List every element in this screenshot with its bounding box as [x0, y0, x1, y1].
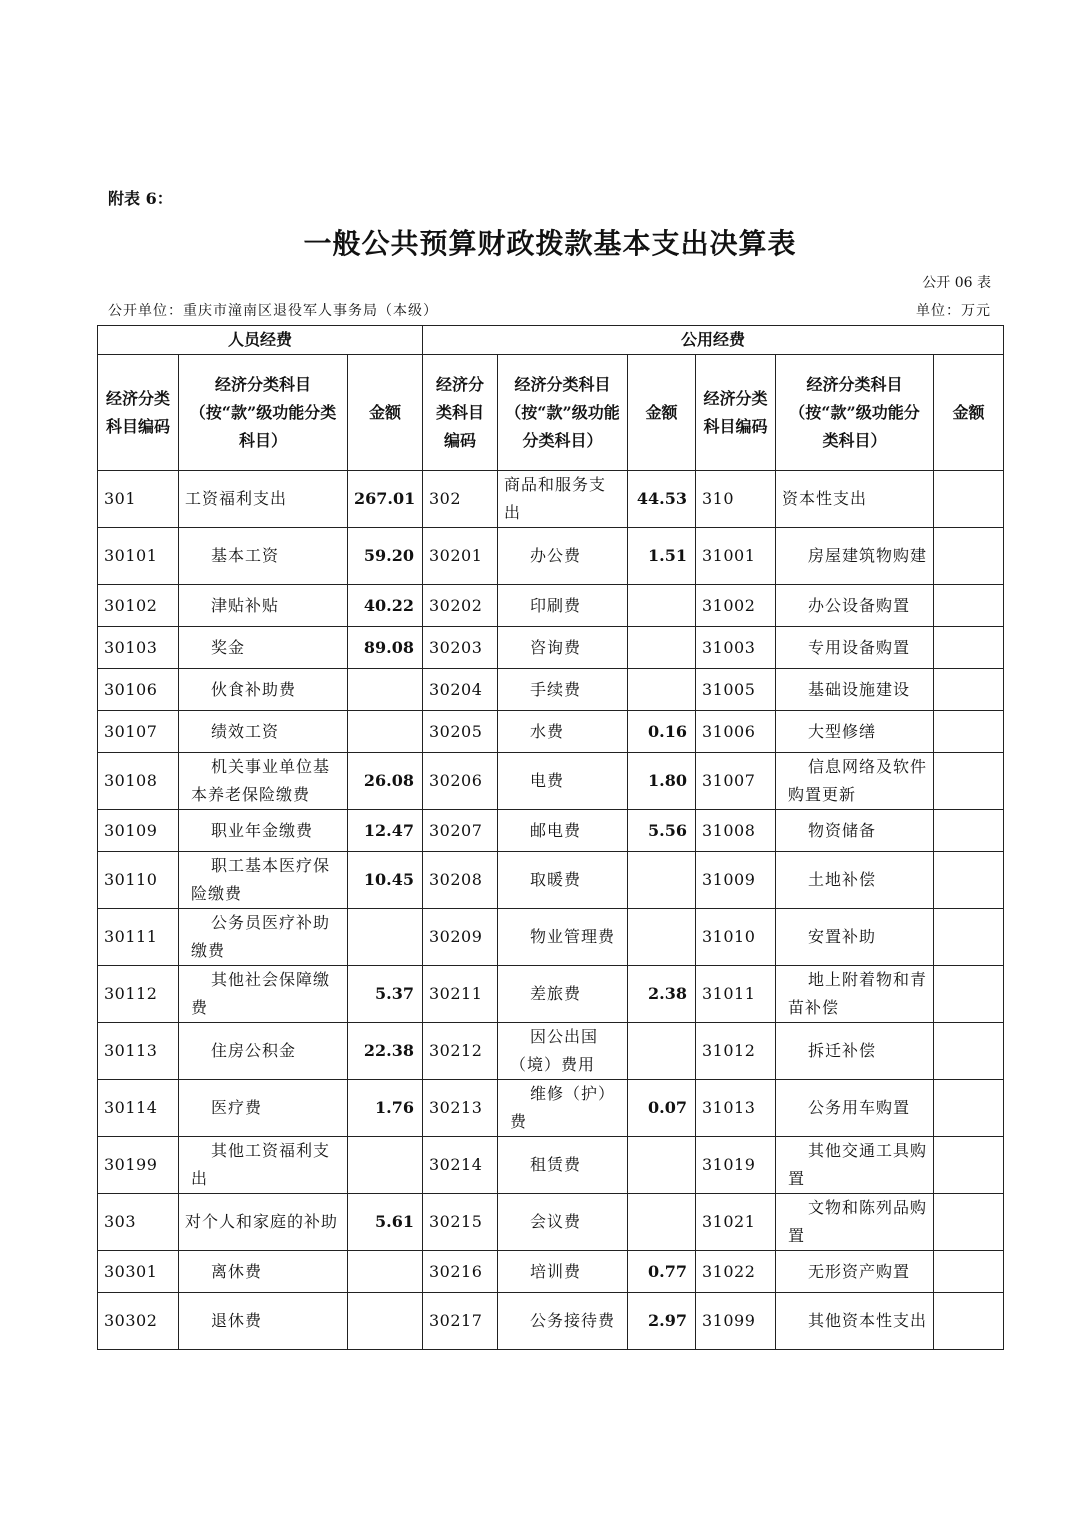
name-cell: 资本性支出 [776, 471, 934, 528]
name-cell: 咨询费 [498, 627, 628, 669]
code-cell: 30110 [98, 852, 179, 909]
name-cell: 土地补偿 [776, 852, 934, 909]
amount-cell: 40.22 [348, 585, 423, 627]
amount-cell [348, 1293, 423, 1350]
amount-cell: 0.77 [628, 1251, 696, 1293]
name-cell: 租赁费 [498, 1137, 628, 1194]
amount-cell [934, 753, 1004, 810]
name-cell: 津贴补贴 [179, 585, 348, 627]
amount-cell [934, 810, 1004, 852]
code-cell: 31003 [696, 627, 776, 669]
code-cell: 31012 [696, 1023, 776, 1080]
name-cell: 物业管理费 [498, 909, 628, 966]
header-amount: 金额 [934, 355, 1004, 471]
code-cell: 30108 [98, 753, 179, 810]
amount-cell [628, 1194, 696, 1251]
name-cell: 其他交通工具购置 [776, 1137, 934, 1194]
code-cell: 30214 [423, 1137, 498, 1194]
code-cell: 30208 [423, 852, 498, 909]
name-cell: 拆迁补偿 [776, 1023, 934, 1080]
code-cell: 30111 [98, 909, 179, 966]
amount-cell: 5.37 [348, 966, 423, 1023]
amount-cell [934, 711, 1004, 753]
code-cell: 30302 [98, 1293, 179, 1350]
name-cell: 其他资本性支出 [776, 1293, 934, 1350]
header-code: 经济分类科目编码 [696, 355, 776, 471]
amount-cell: 1.51 [628, 528, 696, 585]
amount-cell [934, 1023, 1004, 1080]
code-cell: 31006 [696, 711, 776, 753]
name-cell: 职工基本医疗保险缴费 [179, 852, 348, 909]
header-amount: 金额 [628, 355, 696, 471]
code-cell: 30203 [423, 627, 498, 669]
code-cell: 30202 [423, 585, 498, 627]
name-cell: 差旅费 [498, 966, 628, 1023]
name-cell: 文物和陈列品购置 [776, 1194, 934, 1251]
name-cell: 无形资产购置 [776, 1251, 934, 1293]
name-cell: 办公设备购置 [776, 585, 934, 627]
code-cell: 30107 [98, 711, 179, 753]
table-row [98, 1080, 1004, 1137]
currency-unit: 单位：万元 [916, 303, 991, 319]
amount-cell [348, 1251, 423, 1293]
table-row [98, 1251, 1004, 1293]
name-cell: 电费 [498, 753, 628, 810]
name-cell: 专用设备购置 [776, 627, 934, 669]
code-cell: 30113 [98, 1023, 179, 1080]
amount-cell [934, 1137, 1004, 1194]
name-cell: 伙食补助费 [179, 669, 348, 711]
amount-cell [934, 1293, 1004, 1350]
code-cell: 30199 [98, 1137, 179, 1194]
amount-cell [628, 627, 696, 669]
name-cell: 公务员医疗补助缴费 [179, 909, 348, 966]
amount-cell [934, 1251, 1004, 1293]
table-row [98, 669, 1004, 711]
code-cell: 30213 [423, 1080, 498, 1137]
name-cell: 机关事业单位基本养老保险缴费 [179, 753, 348, 810]
table-row [98, 753, 1004, 810]
amount-cell: 89.08 [348, 627, 423, 669]
name-cell: 物资储备 [776, 810, 934, 852]
amount-cell: 1.80 [628, 753, 696, 810]
name-cell: 公务接待费 [498, 1293, 628, 1350]
name-cell: 水费 [498, 711, 628, 753]
amount-cell [628, 1137, 696, 1194]
name-cell: 奖金 [179, 627, 348, 669]
amount-cell: 44.53 [628, 471, 696, 528]
code-cell: 30207 [423, 810, 498, 852]
table-row [98, 810, 1004, 852]
amount-cell [628, 585, 696, 627]
name-cell: 邮电费 [498, 810, 628, 852]
name-cell: 其他工资福利支出 [179, 1137, 348, 1194]
code-cell: 30201 [423, 528, 498, 585]
name-cell: 绩效工资 [179, 711, 348, 753]
name-cell: 信息网络及软件购置更新 [776, 753, 934, 810]
code-cell: 30215 [423, 1194, 498, 1251]
attachment-label: 附表 6： [108, 189, 173, 208]
amount-cell: 26.08 [348, 753, 423, 810]
amount-cell [348, 711, 423, 753]
code-cell: 31010 [696, 909, 776, 966]
amount-cell [934, 1194, 1004, 1251]
name-cell: 职业年金缴费 [179, 810, 348, 852]
name-cell: 手续费 [498, 669, 628, 711]
amount-cell [934, 909, 1004, 966]
amount-cell [628, 669, 696, 711]
name-cell: 大型修缮 [776, 711, 934, 753]
code-cell: 31013 [696, 1080, 776, 1137]
code-cell: 30209 [423, 909, 498, 966]
header-name: 经济分类科目（按“款”级功能分类科目） [776, 355, 934, 471]
table-row [98, 471, 1004, 528]
amount-cell [628, 852, 696, 909]
code-cell: 30217 [423, 1293, 498, 1350]
table-row [98, 1137, 1004, 1194]
name-cell: 工资福利支出 [179, 471, 348, 528]
group-public-header: 公用经费 [423, 326, 1004, 355]
name-cell: 取暖费 [498, 852, 628, 909]
name-cell: 其他社会保障缴费 [179, 966, 348, 1023]
name-cell: 住房公积金 [179, 1023, 348, 1080]
amount-cell [934, 852, 1004, 909]
header-name: 经济分类科目（按“款”级功能分类科目） [179, 355, 348, 471]
code-cell: 302 [423, 471, 498, 528]
amount-cell [348, 669, 423, 711]
name-cell: 地上附着物和青苗补偿 [776, 966, 934, 1023]
code-cell: 31099 [696, 1293, 776, 1350]
amount-cell: 22.38 [348, 1023, 423, 1080]
code-cell: 301 [98, 471, 179, 528]
name-cell: 基本工资 [179, 528, 348, 585]
amount-cell: 59.20 [348, 528, 423, 585]
amount-cell [348, 909, 423, 966]
amount-cell: 12.47 [348, 810, 423, 852]
page-title: 一般公共预算财政拨款基本支出决算表 [303, 227, 797, 260]
code-cell: 31005 [696, 669, 776, 711]
name-cell: 安置补助 [776, 909, 934, 966]
code-cell: 31007 [696, 753, 776, 810]
table-row [98, 1293, 1004, 1350]
name-cell: 公务用车购置 [776, 1080, 934, 1137]
table-row [98, 909, 1004, 966]
code-cell: 30216 [423, 1251, 498, 1293]
amount-cell [934, 966, 1004, 1023]
amount-cell [934, 528, 1004, 585]
amount-cell: 2.38 [628, 966, 696, 1023]
amount-cell: 5.56 [628, 810, 696, 852]
name-cell: 商品和服务支出 [498, 471, 628, 528]
name-cell: 退休费 [179, 1293, 348, 1350]
name-cell: 离休费 [179, 1251, 348, 1293]
name-cell: 因公出国（境）费用 [498, 1023, 628, 1080]
amount-cell: 267.01 [348, 471, 423, 528]
code-cell: 30102 [98, 585, 179, 627]
table-row [98, 585, 1004, 627]
reporting-unit: 公开单位：重庆市潼南区退役军人事务局（本级） [108, 303, 438, 319]
expenditure-table [97, 325, 1004, 1350]
header-code: 经济分类科目编码 [98, 355, 179, 471]
amount-cell [934, 585, 1004, 627]
name-cell: 维修（护）费 [498, 1080, 628, 1137]
code-cell: 30211 [423, 966, 498, 1023]
header-name: 经济分类科目（按“款”级功能分类科目） [498, 355, 628, 471]
code-cell: 31021 [696, 1194, 776, 1251]
amount-cell [628, 909, 696, 966]
code-cell: 31011 [696, 966, 776, 1023]
code-cell: 310 [696, 471, 776, 528]
header-code: 经济分类科目编码 [423, 355, 498, 471]
code-cell: 30109 [98, 810, 179, 852]
code-cell: 30204 [423, 669, 498, 711]
amount-cell [934, 627, 1004, 669]
code-cell: 30206 [423, 753, 498, 810]
code-cell: 30301 [98, 1251, 179, 1293]
table-row [98, 711, 1004, 753]
name-cell: 培训费 [498, 1251, 628, 1293]
code-cell: 31019 [696, 1137, 776, 1194]
table-row [98, 852, 1004, 909]
amount-cell: 0.16 [628, 711, 696, 753]
amount-cell: 2.97 [628, 1293, 696, 1350]
code-cell: 30101 [98, 528, 179, 585]
amount-cell: 5.61 [348, 1194, 423, 1251]
name-cell: 基础设施建设 [776, 669, 934, 711]
code-cell: 31008 [696, 810, 776, 852]
table-row [98, 528, 1004, 585]
amount-cell: 0.07 [628, 1080, 696, 1137]
form-number: 公开 06 表 [922, 275, 991, 291]
amount-cell: 10.45 [348, 852, 423, 909]
code-cell: 303 [98, 1194, 179, 1251]
amount-cell: 1.76 [348, 1080, 423, 1137]
amount-cell [934, 1080, 1004, 1137]
name-cell: 印刷费 [498, 585, 628, 627]
name-cell: 会议费 [498, 1194, 628, 1251]
code-cell: 30205 [423, 711, 498, 753]
name-cell: 对个人和家庭的补助 [179, 1194, 348, 1251]
table-row [98, 1194, 1004, 1251]
amount-cell [628, 1023, 696, 1080]
code-cell: 31001 [696, 528, 776, 585]
table-row [98, 1023, 1004, 1080]
code-cell: 30106 [98, 669, 179, 711]
code-cell: 31002 [696, 585, 776, 627]
name-cell: 办公费 [498, 528, 628, 585]
amount-cell [934, 669, 1004, 711]
group-personnel-header: 人员经费 [98, 326, 423, 355]
header-amount: 金额 [348, 355, 423, 471]
amount-cell [934, 471, 1004, 528]
code-cell: 30114 [98, 1080, 179, 1137]
code-cell: 31009 [696, 852, 776, 909]
code-cell: 30112 [98, 966, 179, 1023]
code-cell: 30103 [98, 627, 179, 669]
code-cell: 31022 [696, 1251, 776, 1293]
amount-cell [348, 1137, 423, 1194]
table-row [98, 627, 1004, 669]
name-cell: 医疗费 [179, 1080, 348, 1137]
code-cell: 30212 [423, 1023, 498, 1080]
table-row [98, 966, 1004, 1023]
name-cell: 房屋建筑物购建 [776, 528, 934, 585]
